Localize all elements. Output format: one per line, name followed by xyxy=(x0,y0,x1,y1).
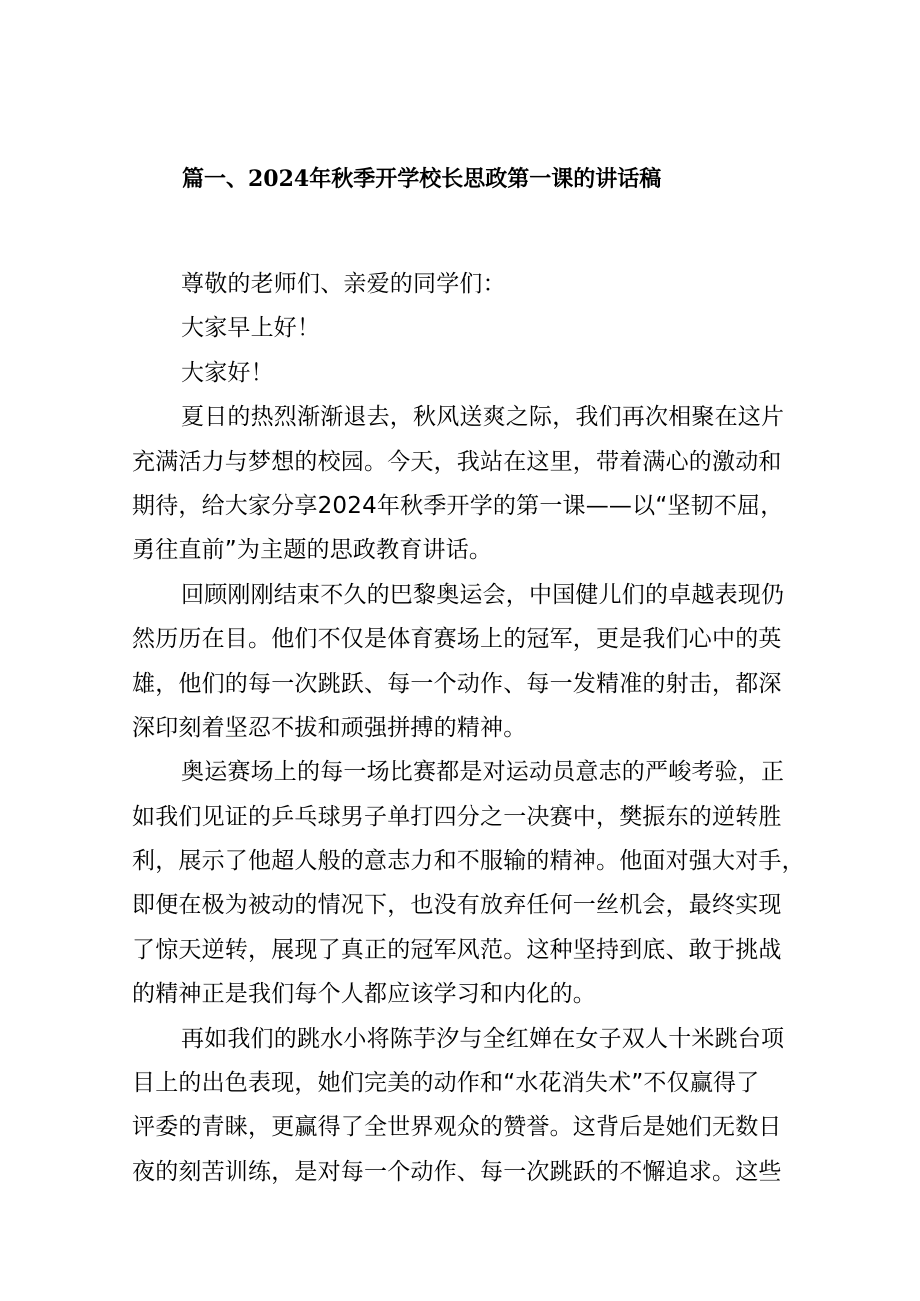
body-line: 夏日的热烈渐渐退去，秋风送爽之际，我们再次相聚在这片 xyxy=(181,404,785,431)
body-line: 了惊天逆转，展现了真正的冠军风范。这种坚持到底、敢于挑战 xyxy=(132,936,782,963)
document-title: 篇一、2024年秋季开学校长思政第一课的讲话稿 xyxy=(182,166,662,192)
body-line: 充满活力与梦想的校园。今天，我站在这里，带着满心的激动和 xyxy=(132,448,782,475)
body-line: 勇往直前”为主题的思政教育讲话。 xyxy=(132,537,493,564)
body-line: 回顾刚刚结束不久的巴黎奥运会，中国健儿们的卓越表现仍 xyxy=(181,581,785,608)
body-line: 期待，给大家分享2024年秋季开学的第一课——以“坚韧不屈， xyxy=(132,492,784,519)
body-line: 再如我们的跳水小将陈芋汐与全红婵在女子双人十米跳台项 xyxy=(181,1025,785,1052)
body-line: 夜的刻苦训练，是对每一个动作、每一次跳跃的不懈追求。这些 xyxy=(132,1158,782,1185)
body-line: 大家早上好！ xyxy=(181,315,321,342)
body-line: 奥运赛场上的每一场比赛都是对运动员意志的严峻考验，正 xyxy=(181,759,785,786)
body-line: 深印刻着坚忍不拔和顽强拼搏的精神。 xyxy=(132,714,527,741)
body-line: 如我们见证的乒乓球男子单打四分之一决赛中，樊振东的逆转胜 xyxy=(132,803,782,830)
body-line: 然历历在目。他们不仅是体育赛场上的冠军，更是我们心中的英 xyxy=(132,626,782,653)
body-line: 即便在极为被动的情况下，也没有放弃任何一丝机会，最终实现 xyxy=(132,892,782,919)
body-line: 利，展示了他超人般的意志力和不服输的精神。他面对强大对手， xyxy=(132,848,805,875)
body-line: 雄，他们的每一次跳跃、每一个动作、每一发精准的射击，都深 xyxy=(132,670,782,697)
body-line: 目上的出色表现，她们完美的动作和“水花消失术”不仅赢得了 xyxy=(132,1070,760,1097)
body-line: 大家好！ xyxy=(181,359,274,386)
body-line: 尊敬的老师们、亲爱的同学们： xyxy=(181,271,506,297)
body-line: 的精神正是我们每个人都应该学习和内化的。 xyxy=(132,981,596,1008)
body-line: 评委的青睐，更赢得了全世界观众的赞誉。这背后是她们无数日 xyxy=(132,1114,782,1141)
document-body xyxy=(132,262,805,1194)
